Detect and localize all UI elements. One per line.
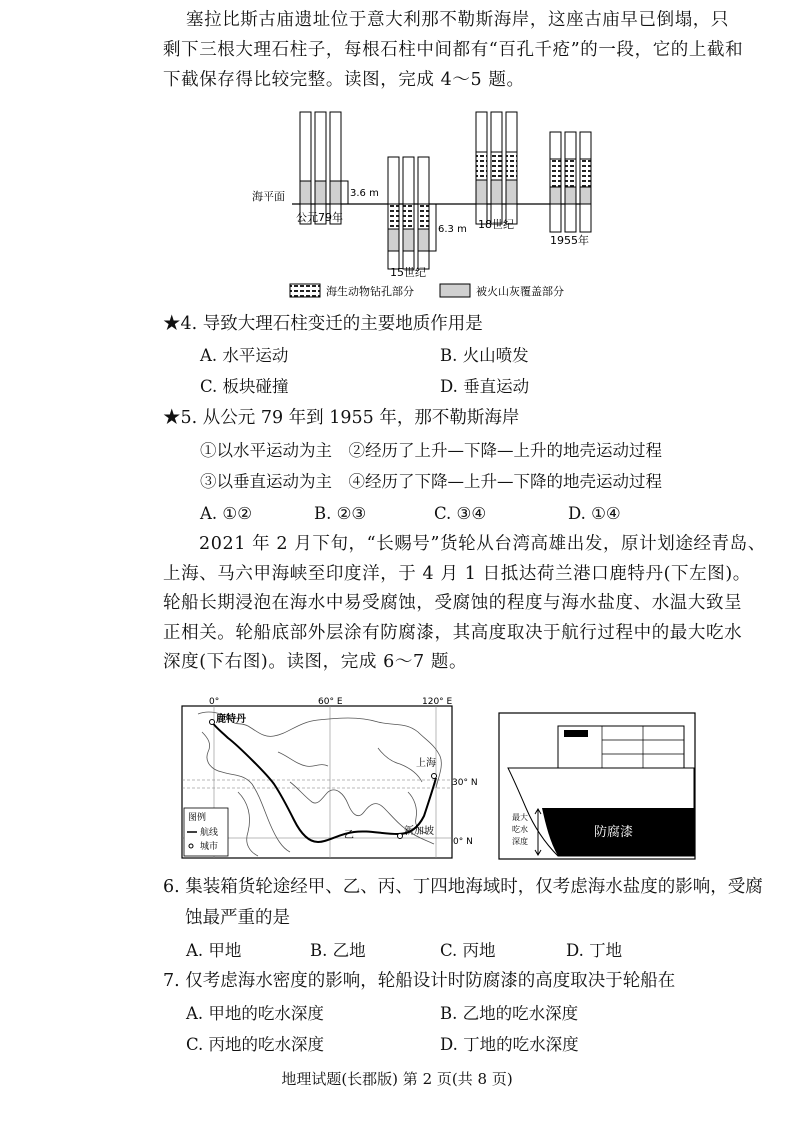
lat-label-30n: 30° N: [452, 778, 478, 788]
q4-option-d[interactable]: D. 垂直运动: [440, 377, 530, 396]
lat-label-0n: 0° N: [453, 837, 473, 847]
lon-label-120e: 120° E: [422, 697, 453, 707]
measure-6-3m: 6.3 m: [438, 224, 467, 235]
intro2-line-1: 2021 年 2 月下旬，“长赐号”货轮从台湾高雄出发，原计划途经青岛、: [199, 534, 766, 554]
q4-option-a[interactable]: A. 水平运动: [200, 346, 289, 365]
draft-label-2: 吃水: [512, 825, 528, 834]
q7-option-d[interactable]: D. 丁地的吃水深度: [440, 1035, 579, 1054]
lon-label-60e: 60° E: [318, 697, 343, 707]
marble-column-figure: [240, 104, 600, 304]
q6-stem: [163, 872, 788, 934]
draft-label-3: 深度: [512, 837, 528, 846]
q5-option-b[interactable]: B. ②③: [314, 504, 367, 523]
label-shanghai: 上海: [416, 758, 436, 769]
route-map: [178, 692, 478, 862]
measure-3-6m: 3.6 m: [350, 188, 379, 199]
columns-1955: [550, 132, 591, 232]
page-footer: 地理试题(长郡版) 第 2 页(共 8 页): [281, 1070, 513, 1088]
intro1-line-2: 剩下三根大理石柱子，每根石柱中间都有“百孔千疮”的一段，它的上截和: [163, 40, 744, 60]
intro1-cont: [163, 36, 783, 95]
paint-label: 防腐漆: [594, 825, 634, 840]
q7-option-b[interactable]: B. 乙地的吃水深度: [440, 1004, 579, 1023]
intro1-line-3: 下截保存得比较完整。读图，完成 4～5 题。: [163, 69, 525, 90]
columns-ad79: [295, 112, 348, 224]
legend-ash-label: 被火山灰覆盖部分: [476, 285, 564, 298]
q6-option-b[interactable]: B. 乙地: [310, 941, 366, 960]
q4-option-c[interactable]: C. 板块碰撞: [200, 377, 289, 396]
city-rotterdam-dot: [210, 720, 215, 725]
legend-bore-swatch: [290, 284, 320, 297]
draft-label-1: 最大: [512, 813, 528, 822]
legend-bore-label: 海生动物钻孔部分: [326, 285, 414, 298]
map-legend-route-label: 航线: [200, 828, 219, 838]
legend-ash-swatch: [440, 284, 470, 297]
intro2-line-2: 上海、马六甲海峡至印度洋，于 4 月 1 日抵达荷兰港口鹿特丹(下左图)。: [163, 563, 751, 584]
q5-stem: ★5. 从公元 79 年到 1955 年，那不勒斯海岸: [163, 408, 520, 428]
q6-option-c[interactable]: C. 丙地: [440, 941, 496, 960]
columns-18th-century: [476, 112, 517, 224]
stage-label-1955: 1955年: [550, 234, 589, 247]
q5-option-d[interactable]: D. ①④: [568, 504, 621, 523]
map-legend-title: 图例: [188, 813, 207, 823]
q7-option-c[interactable]: C. 丙地的吃水深度: [186, 1035, 325, 1054]
q6-option-a[interactable]: A. 甲地: [186, 941, 242, 960]
city-shanghai-dot: [432, 774, 437, 779]
q6-stem-line-1: 6. 集装箱货轮途经甲、乙、丙、丁四地海域时，仅考虑海水盐度的影响，受腐: [163, 877, 763, 897]
q7-stem: 7. 仅考虑海水密度的影响，轮船设计时防腐漆的高度取决于轮船在: [163, 971, 676, 991]
sea-level-label: 海平面: [252, 190, 285, 203]
ship-draft-figure: [498, 712, 698, 862]
q6-option-d[interactable]: D. 丁地: [566, 941, 623, 960]
intro1-line-1: 塞拉比斯古庙遗址位于意大利那不勒斯海岸，这座古庙早已倒塌，只: [186, 10, 729, 30]
label-yi: 乙: [344, 830, 354, 841]
map-legend-city-label: 城市: [200, 842, 219, 852]
city-singapore-dot: [398, 834, 403, 839]
intro2-line-4: 正相关。轮船底部外层涂有防腐漆，其高度取决于航行过程中的最大吃水: [163, 622, 743, 643]
label-singapore: 新加坡: [404, 826, 434, 837]
q6-stem-line-2: 蚀最严重的是: [185, 908, 290, 928]
label-rotterdam: 鹿特丹: [216, 714, 246, 725]
lon-label-0: 0°: [209, 697, 220, 707]
intro-paragraph-1: [186, 6, 786, 36]
intro-paragraph-2: [163, 530, 788, 678]
stage-label-ad79: 公元79年: [296, 211, 343, 224]
q5-option-a[interactable]: A. ①②: [200, 504, 252, 523]
map-legend-city-swatch: [189, 844, 193, 848]
stage-label-18th: 18世纪: [478, 218, 514, 231]
q5-statement-2: ③以垂直运动为主 ④经历了下降—上升—下降的地壳运动过程: [200, 472, 662, 491]
q5-statement-1: ①以水平运动为主 ②经历了上升—下降—上升的地壳运动过程: [200, 441, 662, 460]
columns-15th-century: [388, 157, 436, 269]
q7-option-a[interactable]: A. 甲地的吃水深度: [186, 1004, 324, 1023]
q4-stem: ★4. 导致大理石柱变迁的主要地质作用是: [163, 314, 483, 334]
stage-label-15th: 15世纪: [390, 266, 426, 279]
q5-option-c[interactable]: C. ③④: [434, 504, 487, 523]
intro2-line-3: 轮船长期浸泡在海水中易受腐蚀，受腐蚀的程度与海水盐度、水温大致呈: [163, 593, 743, 613]
intro2-line-5: 深度(下右图)。读图，完成 6～7 题。: [163, 652, 468, 672]
q4-option-b[interactable]: B. 火山喷发: [440, 346, 529, 365]
